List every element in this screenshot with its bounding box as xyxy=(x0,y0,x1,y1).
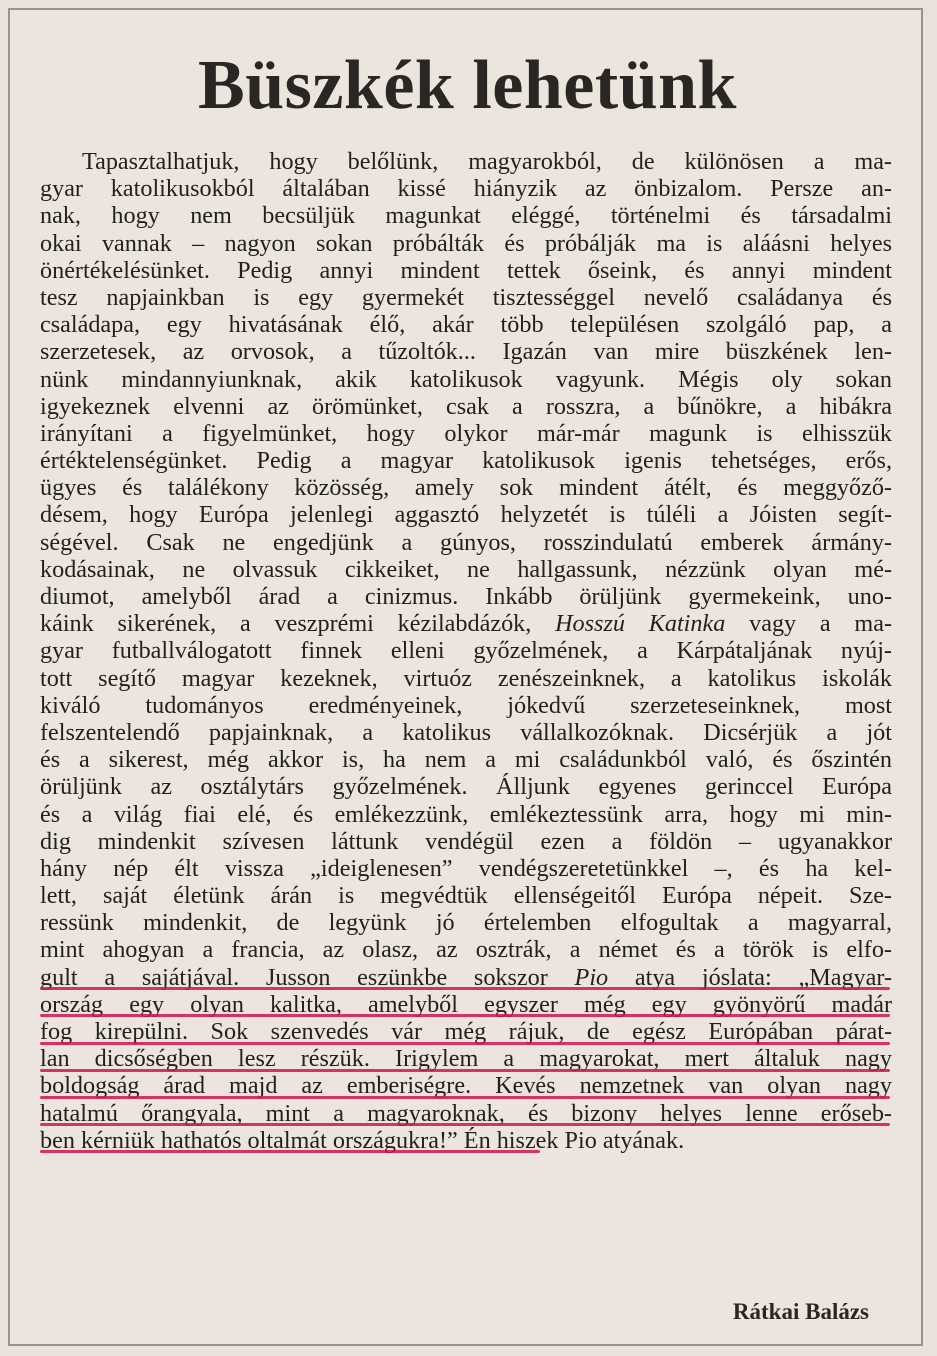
text-line xyxy=(40,828,892,855)
text-segment: gult a sajátjával. Jusson eszünkbe sokszor xyxy=(40,963,575,991)
text-line xyxy=(40,202,892,229)
text-segment: örüljünk az osztálytárs győzelmének. Álljunk egyenes gerinccel Európa xyxy=(40,773,892,801)
text-line xyxy=(40,311,892,338)
highlight-stroke xyxy=(40,1042,890,1045)
highlight-stroke xyxy=(40,1150,540,1153)
text-segment: nünk mindannyiunknak, akik katolikusok vagyunk. Mégis oly sokan xyxy=(40,365,892,393)
text-line xyxy=(40,610,892,637)
text-line xyxy=(40,175,892,202)
text-segment: lan dicsőségben lesz részük. Irigylem a magyarokat, mert általuk nagy xyxy=(40,1045,892,1073)
text-segment: okai vannak – nagyon sokan próbálták és próbálják ma is aláásni helyes xyxy=(40,229,892,257)
text-segment: gyar futballválogatott finnek elleni győzelmének, a Kárpátaljának nyúj- xyxy=(40,637,892,665)
text-line xyxy=(40,719,892,746)
text-segment: és a sikerest, még akkor is, ha nem a mi családunkból való, és őszintén xyxy=(40,746,892,774)
text-segment: dig mindenkit szívesen láttunk vendégül ezen a földön – ugyanakkor xyxy=(40,827,892,855)
text-segment: ségével. Csak ne engedjünk a gúnyos, rosszindulatú emberek ármány- xyxy=(40,528,892,556)
text-line xyxy=(40,393,892,420)
text-segment: felszentelendő papjainknak, a katolikus vállalkozóknak. Dicsérjük a jót xyxy=(40,718,892,746)
text-line xyxy=(40,909,892,936)
highlight-stroke xyxy=(40,1123,890,1126)
text-line xyxy=(40,936,892,963)
text-segment: nak, hogy nem becsüljük magunkat eléggé, történelmi és társadalmi xyxy=(40,202,892,230)
text-segment: vagy a ma- xyxy=(725,610,893,638)
text-line xyxy=(40,665,892,692)
text-segment: mint ahogyan a francia, az olasz, az osztrák, a német és a török is elfo- xyxy=(40,936,892,964)
text-line xyxy=(40,556,892,583)
text-segment: hány nép élt vissza „ideiglenesen” vendégszeretetünkkel –, és ha kel- xyxy=(40,854,892,882)
italic-name: Hosszú Katinka xyxy=(555,610,726,638)
text-line xyxy=(40,746,892,773)
text-segment: szerzetesek, az orvosok, a tűzoltók... Igazán van mire büszkének len- xyxy=(40,338,892,366)
text-line xyxy=(40,366,892,393)
text-segment: lett, saját életünk árán is megvédtük ellenségeitől Európa népeit. Sze- xyxy=(40,882,892,910)
article-title: Büszkék lehetünk xyxy=(198,47,737,124)
text-line xyxy=(40,692,892,719)
text-segment: családapa, egy hivatásának élő, akár több településen szolgáló pap, a xyxy=(40,311,892,339)
text-segment: ressünk mindenkit, de legyünk jó értelemben elfogultak a magyarral, xyxy=(40,909,892,937)
text-segment: értéktelenségünket. Pedig a magyar katolikusok igenis tehetséges, erős, xyxy=(40,447,892,475)
text-line xyxy=(40,501,892,528)
text-line xyxy=(40,882,892,909)
text-segment: ügyes és találékony közösség, amely sok mindent átélt, és meggyőző- xyxy=(40,474,892,502)
text-line xyxy=(40,447,892,474)
text-segment: káink sikerének, a veszprémi kézilabdázók, xyxy=(40,610,556,638)
text-line xyxy=(40,284,892,311)
highlight-stroke xyxy=(40,1096,890,1099)
text-segment: igyekeznek elvenni az örömünket, csak a rosszra, a bűnökre, a hibákra xyxy=(40,392,892,420)
article-frame xyxy=(8,8,923,1346)
text-segment: ben kérniük hathatós oltalmát országukra!” Én hiszek Pio atyának. xyxy=(40,1126,685,1154)
text-segment: irányítani a figyelmünket, hogy olykor már-már magunk is elhisszük xyxy=(40,419,892,447)
text-line xyxy=(40,420,892,447)
text-line xyxy=(40,148,892,175)
text-segment: önértékelésünket. Pedig annyi mindent tettek őseink, és annyi mindent xyxy=(40,256,892,284)
text-segment: Tapasztalhatjuk, hogy belőlünk, magyarokból, de különösen a ma- xyxy=(82,148,892,175)
article-author: Rátkai Balázs xyxy=(732,1299,869,1324)
text-segment: désem, hogy Európa jelenlegi aggasztó helyzetét is túléli a Jóisten segít- xyxy=(40,501,892,529)
text-segment: diumot, amelyből árad a cinizmus. Inkább örüljünk gyermekeink, uno- xyxy=(40,583,892,610)
highlight-stroke xyxy=(40,1014,890,1017)
article-body xyxy=(40,148,892,1154)
text-line xyxy=(40,583,892,610)
text-segment: kodásainak, ne olvassuk cikkeiket, ne hallgassunk, nézzünk olyan mé- xyxy=(40,555,892,583)
text-segment: gyar katolikusokból általában kissé hiányzik az önbizalom. Persze an- xyxy=(40,175,892,203)
text-line xyxy=(40,801,892,828)
text-line xyxy=(40,529,892,556)
text-line xyxy=(40,474,892,501)
text-line xyxy=(40,338,892,365)
text-segment: fog kirepülni. Sok szenvedés vár még rájuk, de egész Európában párat- xyxy=(40,1018,892,1045)
text-line xyxy=(40,230,892,257)
text-segment: kiváló tudományos eredményeinek, jókedvű szerzeteseinknek, most xyxy=(40,691,892,719)
text-segment: és a világ fiai elé, és emlékezzünk, emlékeztessünk arra, hogy mi min- xyxy=(40,800,892,828)
highlight-stroke xyxy=(40,987,890,990)
text-segment: boldogság árad majd az emberiségre. Kevés nemzetnek van olyan nagy xyxy=(40,1072,892,1100)
text-segment: hatalmú őrangyala, mint a magyaroknak, és bizony helyes lenne erőseb- xyxy=(40,1099,892,1127)
text-line xyxy=(40,637,892,664)
italic-name: Pio xyxy=(574,963,609,991)
highlight-stroke xyxy=(40,1069,890,1072)
text-segment: atya jóslata: „Magyar- xyxy=(608,963,893,991)
text-segment: ország egy olyan kalitka, amelyből egyszer még egy gyönyörű madár xyxy=(40,990,892,1018)
text-line xyxy=(40,855,892,882)
text-line xyxy=(40,773,892,800)
text-segment: tott segítő magyar kezeknek, virtuóz zenészeinknek, a katolikus iskolák xyxy=(40,664,892,692)
text-segment: tesz napjainkban is egy gyermekét tisztességgel nevelő családanya és xyxy=(40,283,892,311)
text-line xyxy=(40,257,892,284)
